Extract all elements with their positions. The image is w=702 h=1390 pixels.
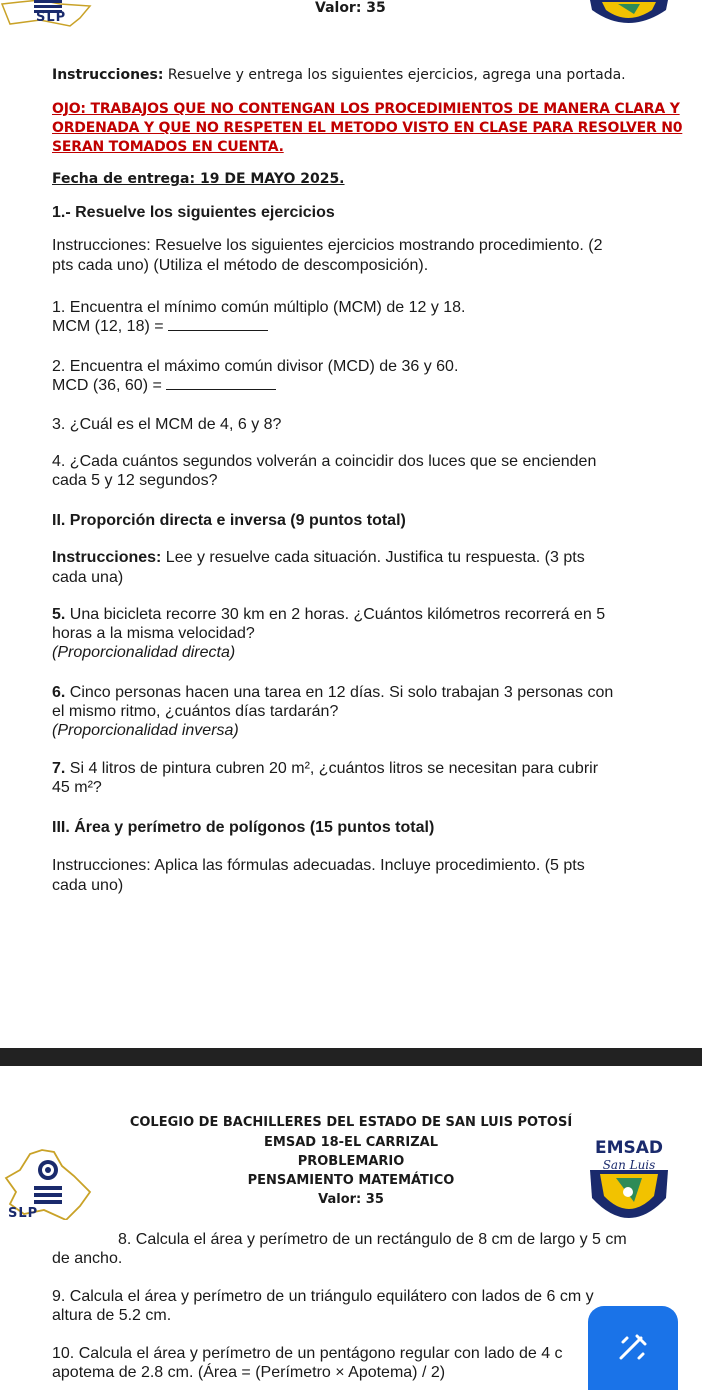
question-9-line-1: 9. Calcula el área y perímetro de un triángulo equilátero con lados de 6 cm y	[52, 1288, 594, 1305]
section-3-instructions-line-1: Instrucciones: Aplica las fórmulas adecuadas. Incluye procedimiento. (5 pts	[52, 857, 585, 874]
question-5-number: 5.	[52, 606, 66, 623]
slp-logo-2-text: SLP	[8, 1206, 39, 1221]
question-2-mcd-label: MCD (36, 60) =	[52, 377, 162, 394]
warning-line-2: ORDENADA Y QUE NO RESPETEN EL METODO VISTO EN CLASE PARA RESOLVER N0	[52, 120, 683, 136]
answer-blank-2[interactable]	[166, 376, 276, 390]
question-10-line-2: apotema de 2.8 cm. (Área = (Perímetro × Apotema) / 2)	[52, 1364, 446, 1381]
subject-name: PENSAMIENTO MATEMÁTICO	[247, 1173, 455, 1188]
question-7-text: Si 4 litros de pintura cubren 20 m², ¿cuántos litros se necesitan para cubrir	[65, 760, 599, 777]
question-9-line-2: altura de 5.2 cm.	[52, 1307, 172, 1324]
section-2-title: II. Proporción directa e inversa (9 puntos total)	[52, 512, 406, 529]
question-4-line-1: 4. ¿Cada cuántos segundos volverán a coincidir dos luces que se encienden	[52, 453, 597, 470]
instructions-text: Resuelve y entrega los siguientes ejercicios, agrega una portada.	[163, 67, 626, 83]
emsad-shield-icon	[588, 0, 670, 30]
instructions-intro	[52, 67, 626, 84]
answer-blank-1[interactable]	[168, 317, 268, 331]
section-2-instructions-label: Instrucciones:	[52, 549, 162, 566]
question-1-line-1: 1. Encuentra el mínimo común múltiplo (MCM) de 12 y 18.	[52, 299, 466, 316]
warning-line-1: OJO: TRABAJOS QUE NO CONTENGAN LOS PROCEDIMIENTOS DE MANERA CLARA Y	[52, 101, 680, 117]
pencil-icon	[613, 1328, 653, 1368]
valor-label: Valor: 35	[315, 0, 386, 16]
edit-fab-button[interactable]	[588, 1306, 678, 1390]
question-2-line-2	[52, 376, 276, 395]
question-1-line-2	[52, 317, 268, 336]
document-type: PROBLEMARIO	[297, 1154, 405, 1169]
warning-line-3: SERAN TOMADOS EN CUENTA.	[52, 139, 284, 155]
school-name: COLEGIO DE BACHILLERES DEL ESTADO DE SAN LUIS POTOSÍ	[129, 1115, 573, 1130]
section-2-instructions-text: Lee y resuelve cada situación. Justifica tu respuesta. (3 pts	[161, 549, 585, 566]
due-date: Fecha de entrega: 19 DE MAYO 2025.	[52, 171, 345, 187]
section-2-instructions-line-1	[52, 548, 585, 567]
question-10-line-1: 10. Calcula el área y perímetro de un pentágono regular con lado de 4 c	[52, 1345, 563, 1362]
question-8-line-2: de ancho.	[52, 1250, 123, 1267]
question-6-number: 6.	[52, 684, 66, 701]
campus-name: EMSAD 18-EL CARRIZAL	[264, 1135, 438, 1150]
question-6-line-2: el mismo ritmo, ¿cuántos días tardarán?	[52, 703, 339, 720]
emsad-logo-subtext: San Luis	[602, 1158, 656, 1172]
emsad-logo	[588, 0, 670, 30]
question-7-number: 7.	[52, 760, 66, 777]
question-7-line-1	[52, 759, 598, 778]
question-6-line-1	[52, 683, 613, 702]
question-6-text: Cinco personas hacen una tarea en 12 días. Si solo trabajan 3 personas con	[65, 684, 614, 701]
emsad-logo-text: EMSAD	[594, 1138, 664, 1158]
question-5-line-1	[52, 605, 605, 624]
instructions-label: Instrucciones:	[52, 67, 164, 83]
question-2-line-1: 2. Encuentra el máximo común divisor (MCD) de 36 y 60.	[52, 358, 459, 375]
valor-label-2: Valor: 35	[318, 1192, 384, 1207]
question-7-line-2: 45 m²?	[52, 779, 102, 796]
question-1-mcm-label: MCM (12, 18) =	[52, 318, 164, 335]
question-4-line-2: cada 5 y 12 segundos?	[52, 472, 218, 489]
question-5-line-2: horas a la misma velocidad?	[52, 625, 255, 642]
section-1-instructions-line-2: pts cada uno) (Utiliza el método de descomposición).	[52, 257, 429, 274]
slp-logo-text: SLP	[36, 10, 67, 25]
section-1-title: 1.- Resuelve los siguientes ejercicios	[52, 204, 335, 221]
question-5-text: Una bicicleta recorre 30 km en 2 horas. ¿Cuántos kilómetros recorrerá en 5	[65, 606, 606, 623]
page-divider	[0, 1048, 702, 1066]
question-3: 3. ¿Cuál es el MCM de 4, 6 y 8?	[52, 416, 282, 433]
section-3-instructions-line-2: cada uno)	[52, 877, 124, 894]
question-8-line-1: 8. Calcula el área y perímetro de un rectángulo de 8 cm de largo y 5 cm	[118, 1231, 627, 1248]
question-6-note: (Proporcionalidad inversa)	[52, 722, 239, 739]
section-1-instructions-line-1: Instrucciones: Resuelve los siguientes ejercicios mostrando procedimiento. (2	[52, 237, 603, 254]
question-5-note: (Proporcionalidad directa)	[52, 644, 236, 661]
section-3-title: III. Área y perímetro de polígonos (15 puntos total)	[52, 819, 435, 836]
section-2-instructions-line-2: cada una)	[52, 569, 124, 586]
